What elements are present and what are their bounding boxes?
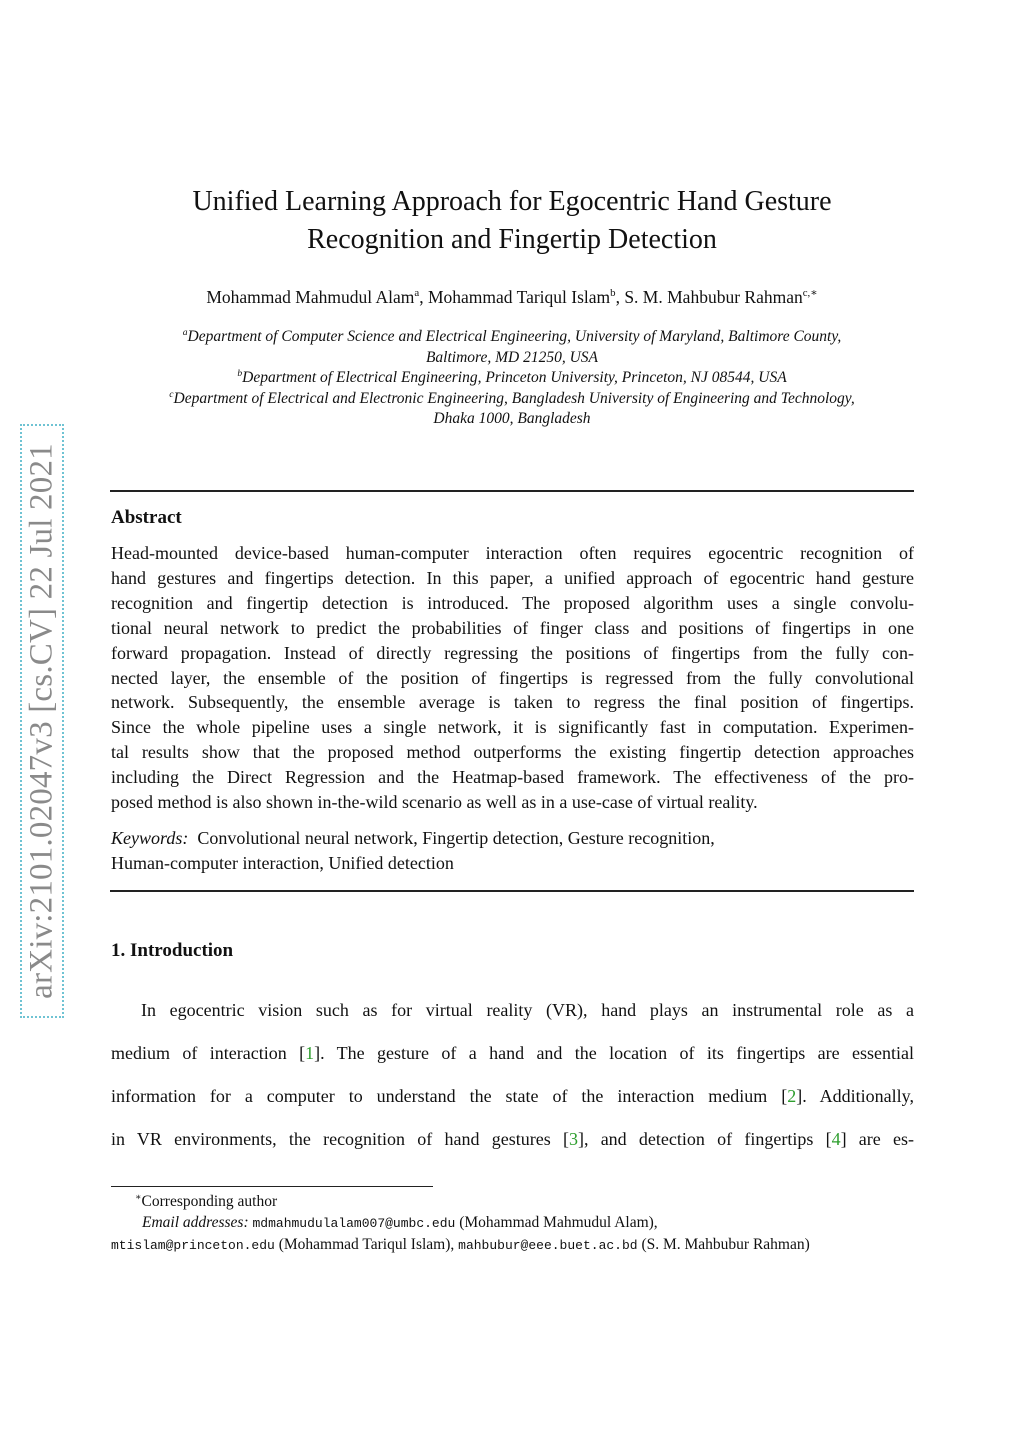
email-link[interactable]: mtislam@princeton.edu xyxy=(111,1238,275,1253)
affiliation-c-cont: Dhaka 1000, Bangladesh xyxy=(433,410,591,427)
introduction-body xyxy=(111,989,914,1161)
author-name: Mohammad Tariqul Islam xyxy=(427,287,611,307)
citation-link[interactable]: 3 xyxy=(568,1129,578,1149)
email-line-2: mtislam@princeton.edu (Mohammad Tariqul Islam), mahbubur@eee.buet.ac.bd (S. M. Mahbubur Rahman) xyxy=(111,1236,810,1253)
abstract-line: including the Direct Regression and the Heatmap-based framework. The effectiveness of the pro- xyxy=(111,767,914,788)
author-affil-mark: c,∗ xyxy=(802,287,818,300)
paper-title xyxy=(0,183,1024,259)
section-heading: 1. Introduction xyxy=(111,940,234,961)
corresponding-author-note: ∗Corresponding author xyxy=(135,1191,278,1210)
citation-link[interactable]: 2 xyxy=(787,1086,797,1106)
abstract-line: recognition and fingertip detection is introduced. The proposed algorithm uses a single convolu- xyxy=(111,592,914,613)
abstract-top-rule xyxy=(110,490,914,492)
intro-line: In egocentric vision such as for virtual reality (VR), hand plays an instrumental role as a xyxy=(141,1000,914,1020)
affiliation-c: $^c$Department of Electrical and Electronic Engineering, Bangladesh University of Engineering and Technology, xyxy=(169,388,855,407)
email-link[interactable]: mahbubur@eee.buet.ac.bd xyxy=(458,1238,638,1253)
author-list xyxy=(0,287,1024,308)
abstract-line: forward propagation. Instead of directly regressing the positions of fingertips from the fully con- xyxy=(111,642,914,663)
abstract-line: posed method is also shown in-the-wild scenario as well as in a use-case of virtual reality. xyxy=(111,792,758,813)
affiliation-b: $^b$Department of Electrical Engineering, Princeton University, Princeton, NJ 08544, USA xyxy=(237,367,787,386)
affiliations xyxy=(0,327,1024,430)
abstract-body xyxy=(111,541,914,815)
citation-link[interactable]: 1 xyxy=(305,1043,315,1063)
keywords-line-2: Human-computer interaction, Unified detection xyxy=(111,852,454,873)
author-affil-mark: b xyxy=(610,287,616,300)
abstract-line: Since the whole pipeline uses a single network, it is significantly fast in computation. Experimen- xyxy=(111,717,914,738)
footnotes xyxy=(111,1191,914,1256)
abstract-heading: Abstract xyxy=(111,507,182,528)
citation-link[interactable]: 4 xyxy=(831,1129,841,1149)
arxiv-stamp: arXiv:2101.02047v3 [cs.CV] 22 Jul 2021 xyxy=(23,443,60,999)
author-name: S. M. Mahbubur Rahman xyxy=(624,287,803,307)
keywords-line-1: Convolutional neural network, Fingertip detection, Gesture recognition, xyxy=(197,828,715,848)
keywords-label: Keywords: xyxy=(111,828,189,848)
abstract-line: network. Subsequently, the ensemble average is taken to regress the final position of fingertips. xyxy=(111,692,914,713)
intro-line: information for a computer to understand the state of the interaction medium [2]. Additionally, xyxy=(111,1086,915,1106)
author-separator: , xyxy=(419,287,428,307)
abstract-line: tional neural network to predict the probabilities of finger class and positions of fingertips in one xyxy=(111,617,914,638)
author-affil-mark: a xyxy=(414,287,420,300)
intro-line: in VR environments, the recognition of hand gestures [3], and detection of fingertips [4] are es- xyxy=(111,1129,915,1149)
affiliation-a: $^a$Department of Computer Science and Electrical Engineering, University of Maryland, Baltimore County, xyxy=(182,326,842,345)
abstract-line: hand gestures and fingertips detection. In this paper, a unified approach of egocentric hand gesture xyxy=(111,567,914,588)
author-separator: , xyxy=(615,287,625,307)
email-line-1: Email addresses: mdmahmudulalam007@umbc.edu (Mohammad Mahmudul Alam), xyxy=(142,1214,658,1231)
abstract-line: tal results show that the proposed method outperforms the existing fingertip detection approaches xyxy=(111,742,914,763)
footnote-rule xyxy=(111,1186,433,1187)
keywords xyxy=(111,826,914,876)
author-name: Mohammad Mahmudul Alam xyxy=(206,287,415,307)
intro-line: medium of interaction [1]. The gesture of a hand and the location of its fingertips are essential xyxy=(111,1043,914,1063)
abstract-line: Head-mounted device-based human-computer interaction often requires egocentric recognition of xyxy=(111,543,914,563)
abstract-line: nected layer, the ensemble of the position of fingertips is regressed from the fully convolutional xyxy=(111,667,914,688)
affiliation-a-cont: Baltimore, MD 21250, USA xyxy=(425,348,599,366)
email-link[interactable]: mdmahmudulalam007@umbc.edu xyxy=(252,1216,456,1231)
title-line-2: Recognition and Fingertip Detection xyxy=(307,224,717,255)
abstract-bottom-rule xyxy=(110,890,914,892)
title-line-1: Unified Learning Approach for Egocentric Hand Gesture xyxy=(192,186,832,217)
